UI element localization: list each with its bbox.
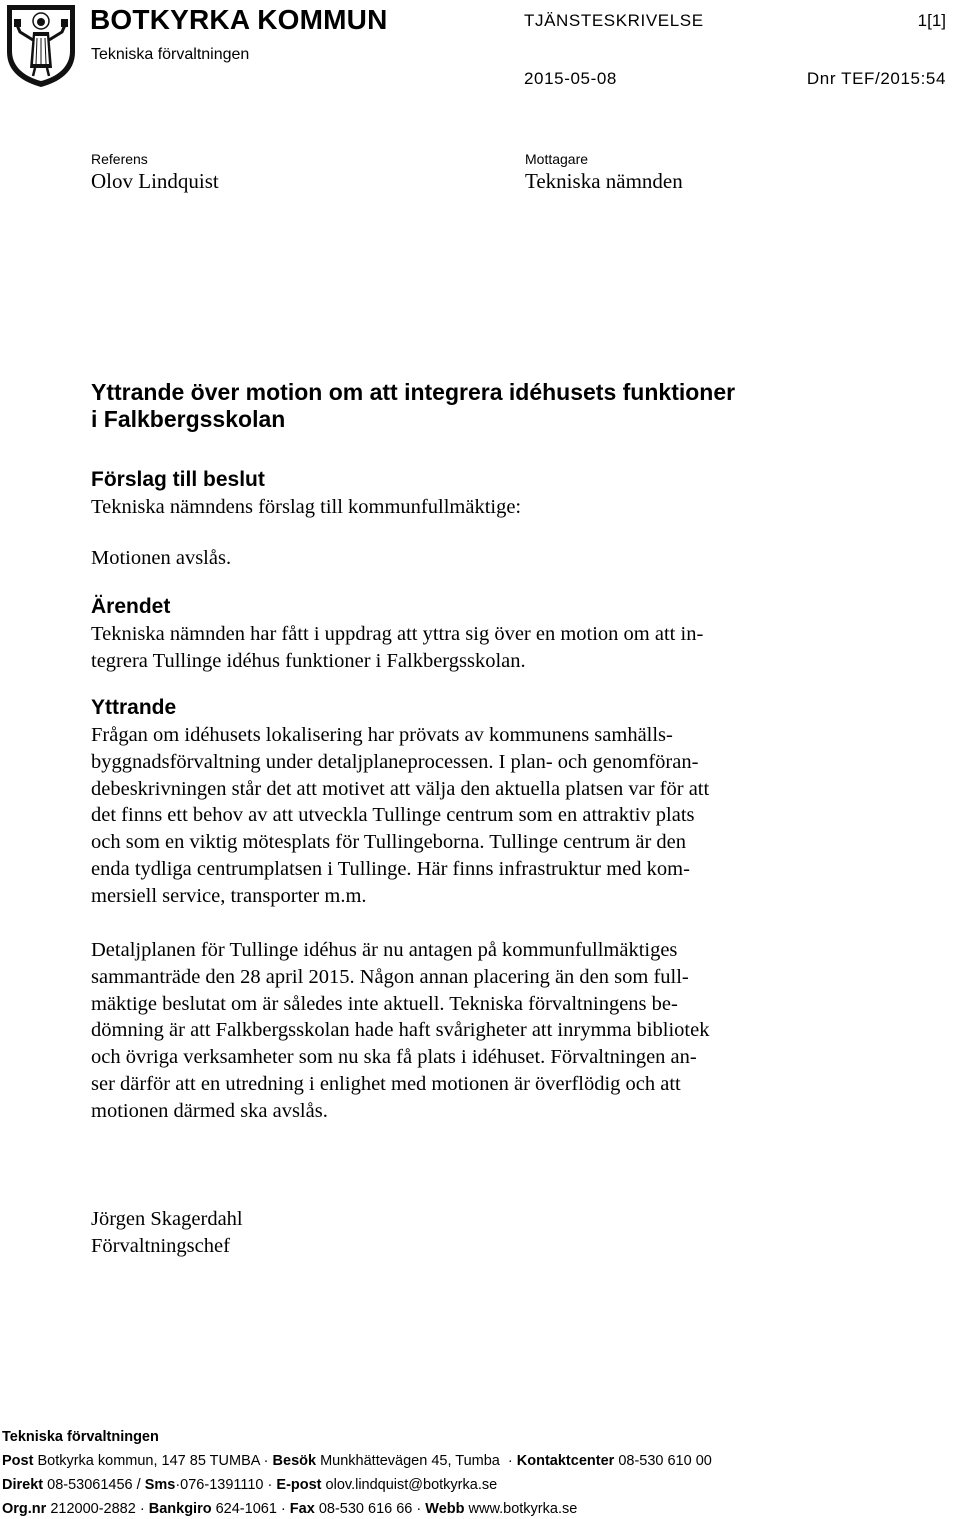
footer-contact-value: 08-530 610 00	[618, 1453, 712, 1469]
coat-of-arms-icon	[4, 2, 78, 88]
matter-line: Tekniska nämnden har fått i uppdrag att yttra sig över en motion om att in-	[91, 623, 704, 645]
footer-web-label: Webb	[425, 1501, 465, 1517]
footer-bankgiro-value: 624-1061	[215, 1501, 277, 1517]
proposal-heading: Förslag till beslut	[91, 468, 265, 491]
footer-line-2	[2, 1477, 497, 1493]
statement-heading: Yttrande	[91, 696, 177, 719]
signature	[91, 1206, 811, 1260]
footer-visit-value: Munkhättevägen 45, Tumba	[320, 1453, 500, 1469]
statement-line: mäktige beslutat om är således inte aktuell. Tekniska förvaltningens be-	[91, 992, 678, 1015]
department-name: Tekniska förvaltningen	[91, 46, 250, 63]
reference-name: Olov Lindquist	[91, 169, 219, 193]
footer-orgnr-value: 212000-2882	[50, 1501, 136, 1517]
footer-org	[2, 1429, 159, 1445]
footer-separator: ·	[263, 1453, 269, 1469]
footer-direct-label: Direkt	[2, 1477, 44, 1493]
footer-post-value: Botkyrka kommun, 147 85 TUMBA	[37, 1453, 260, 1469]
page-number: 1[1]	[917, 11, 946, 30]
footer-line-1	[2, 1453, 712, 1469]
document-dnr: Dnr TEF/2015:54	[806, 69, 946, 88]
matter-heading: Ärendet	[91, 595, 171, 618]
organization-name: BOTKYRKA KOMMUN	[90, 4, 388, 35]
footer-post-label: Post	[2, 1453, 34, 1469]
footer-orgnr-label: Org.nr	[2, 1501, 47, 1517]
statement-line: det finns ett behov av att utveckla Tullinge centrum som en attraktiv plats	[91, 804, 695, 827]
statement-line: dömning är att Falkbergsskolan hade haft svårigheter att inrymma bibliotek	[91, 1019, 710, 1042]
title-line: i Falkbergsskolan	[91, 406, 286, 432]
document-type: TJÄNSTESKRIVELSE	[524, 11, 704, 30]
footer-contact-label: Kontaktcenter	[516, 1453, 615, 1469]
document-date: 2015-05-08	[524, 69, 617, 88]
matter-section	[91, 594, 811, 675]
statement-line: och övriga verksamheter som nu ska få plats i idéhuset. Förvaltningen an-	[91, 1046, 697, 1069]
statement-section	[91, 695, 811, 910]
proposal-lead: Tekniska nämndens förslag till kommunfullmäktige:	[91, 496, 522, 518]
statement-line: Frågan om idéhusets lokalisering har prövats av kommunens samhälls-	[91, 724, 673, 746]
footer-fax-value: 08-530 616 66	[318, 1501, 413, 1517]
statement-line: mersiell service, transporter m.m.	[91, 884, 367, 907]
proposal-decision: Motionen avslås.	[91, 547, 232, 569]
footer-separator: ·	[139, 1501, 145, 1517]
footer-org-name: Tekniska förvaltningen	[2, 1429, 159, 1445]
footer-separator: ·	[267, 1477, 273, 1493]
statement-paragraph-2	[91, 937, 811, 1125]
footer-visit-label: Besök	[272, 1453, 317, 1469]
recipient-name: Tekniska nämnden	[525, 169, 683, 193]
signature-name: Jörgen Skagerdahl	[91, 1208, 243, 1230]
matter-line: tegrera Tullinge idéhus funktioner i Falkbergsskolan.	[91, 649, 526, 672]
statement-line: Detaljplanen för Tullinge idéhus är nu antagen på kommunfullmäktiges	[91, 939, 678, 961]
footer-separator: ·	[416, 1501, 422, 1517]
statement-line: byggnadsförvaltning under detaljplaneprocessen. I plan- och genomföran-	[91, 750, 699, 773]
footer-separator: ·	[280, 1501, 286, 1517]
footer-fax-label: Fax	[289, 1501, 315, 1517]
signature-role: Förvaltningschef	[91, 1234, 230, 1257]
reference-label: Referens	[91, 151, 148, 167]
statement-line: debeskrivningen står det att motivet att välja den aktuella platsen var för att	[91, 777, 710, 800]
title-line: Yttrande över motion om att integrera idéhusets funktioner	[91, 379, 736, 405]
footer-separator: ·	[503, 1453, 513, 1469]
footer-direct-value: 08-53061456 /	[47, 1477, 141, 1493]
footer-bankgiro-label: Bankgiro	[148, 1501, 212, 1517]
footer-email-label: E-post	[276, 1477, 322, 1493]
footer-sms-label: Sms	[144, 1477, 176, 1493]
statement-line: ser därför att en utredning i enlighet med motionen är överflödig och att	[91, 1072, 681, 1095]
footer-line-3	[2, 1501, 577, 1517]
statement-line: och som en viktig mötesplats för Tullingeborna. Tullinge centrum är den	[91, 831, 687, 854]
statement-line: enda tydliga centrumplatsen i Tullinge. Här finns infrastruktur med kom-	[91, 857, 690, 880]
footer-email-link[interactable]: olov.lindquist@botkyrka.se	[325, 1477, 498, 1493]
footer-web-link[interactable]: www.botkyrka.se	[468, 1501, 578, 1517]
recipient-label: Mottagare	[525, 151, 589, 167]
document-title	[91, 379, 811, 433]
statement-line: motionen därmed ska avslås.	[91, 1099, 328, 1122]
proposal-section	[91, 467, 811, 521]
footer-sms-value: ·076-1391110	[175, 1477, 264, 1493]
statement-line: sammanträde den 28 april 2015. Någon annan placering än den som full-	[91, 965, 689, 988]
